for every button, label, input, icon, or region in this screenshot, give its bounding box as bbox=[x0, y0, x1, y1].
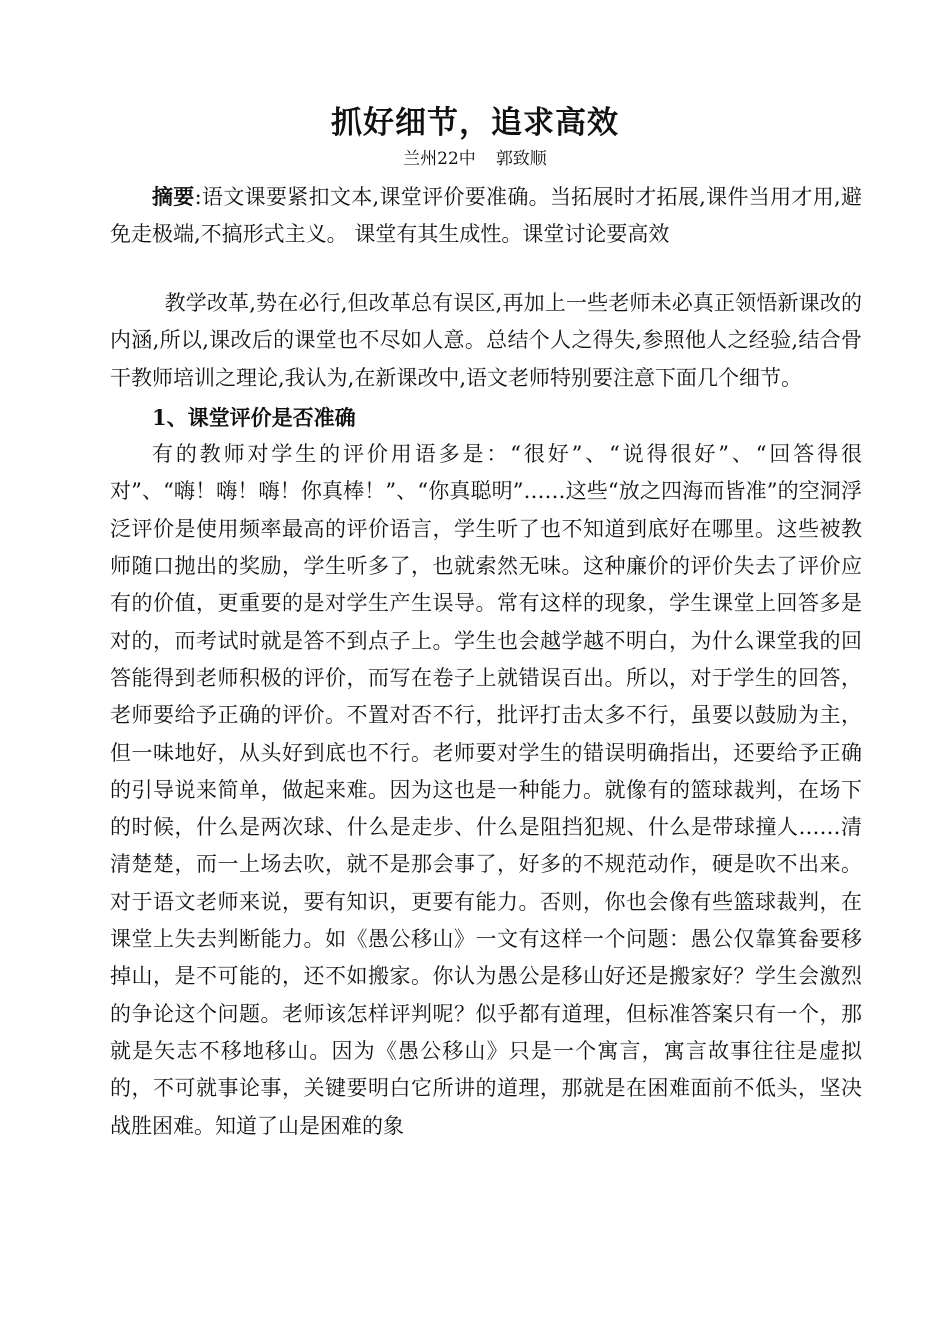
abstract-paragraph bbox=[110, 178, 862, 253]
document-title: 抓好细节，追求高效 bbox=[331, 105, 619, 141]
byline-school: 兰州22中 bbox=[403, 149, 476, 169]
intro-paragraph: 教学改革,势在必行,但改革总有误区,再加上一些老师未必真正领悟新课改的内涵,所以,课改后的课堂也不尽如人意。总结个人之得失,参照他人之经验,结合骨干教师培训之理论,我认为,在新课改中,语文老师特别要注意下面几个细节。 bbox=[110, 291, 862, 390]
section-paragraph-1: 有的教师对学生的评价用语多是：“很好”、“说得很好”、“回答得很对”、“嗨！嗨！嗨！你真棒！”、“你真聪明”……这些“放之四海而皆准”的空洞浮泛评价是使用频率最高的评价语言，学生听了也不知道到底好在哪里。这些被教师随口抛出的奖励，学生听多了，也就索然无味。这种廉价的评价失去了评价应有的价值，更重要的是对学生产生误导。常有这样的现象，学生课堂上回答多是对的，而考试时就是答不到点子上。学生也会越学越不明白，为什么课堂我的回答能得到老师积极的评价，而写在卷子上就错误百出。所以，对于学生的回答，老师要给予正确的评价。不置对否不行，批评打击太多不行，虽要以鼓励为主，但一味地好，从头好到底也不行。老师要对学生的错误明确指出，还要给予正确的引导说来简单，做起来难。因为这也是一种能力。就像有的篮球裁判，在场下的时候，什么是两次球、什么是走步、什么是阻挡犯规、什么是带球撞人……清清楚楚，而一上场去吹，就不是那会事了，好多的不规范动作，硬是吹不出来。对于语文老师来说，要有知识，更要有能力。否则，你也会像有些篮球裁判，在课堂上失去判断能力。如《愚公移山》一文有这样一个问题：愚公仅靠箕畚要移掉山，是不可能的，还不如搬家。你认为愚公是移山好还是搬家好？学生会激烈的争论这个问题。老师该怎样评判呢？似乎都有道理，但标准答案只有一个，那就是矢志不移地移山。因为《愚公移山》只是一个寓言，寓言故事往往是虚拟的，不可就事论事，关键要明白它所讲的道理，那就是在困难面前不低头，坚决战胜困难。知道了山是困难的象 bbox=[110, 442, 862, 1138]
abstract-section bbox=[110, 178, 862, 253]
abstract-text: 语文课要紧扣文本,课堂评价要准确。当拓展时才拓展,课件当用才用,避免走极端,不搞形式主义。 课堂有其生成性。课堂讨论要高效 bbox=[110, 185, 862, 246]
abstract-separator: : bbox=[194, 185, 202, 209]
byline bbox=[0, 148, 950, 170]
byline-author: 郭致顺 bbox=[495, 149, 547, 169]
abstract-label: 摘要 bbox=[152, 184, 195, 209]
body-text bbox=[110, 285, 862, 1145]
section-heading-1: 1、课堂评价是否准确 bbox=[152, 404, 356, 430]
